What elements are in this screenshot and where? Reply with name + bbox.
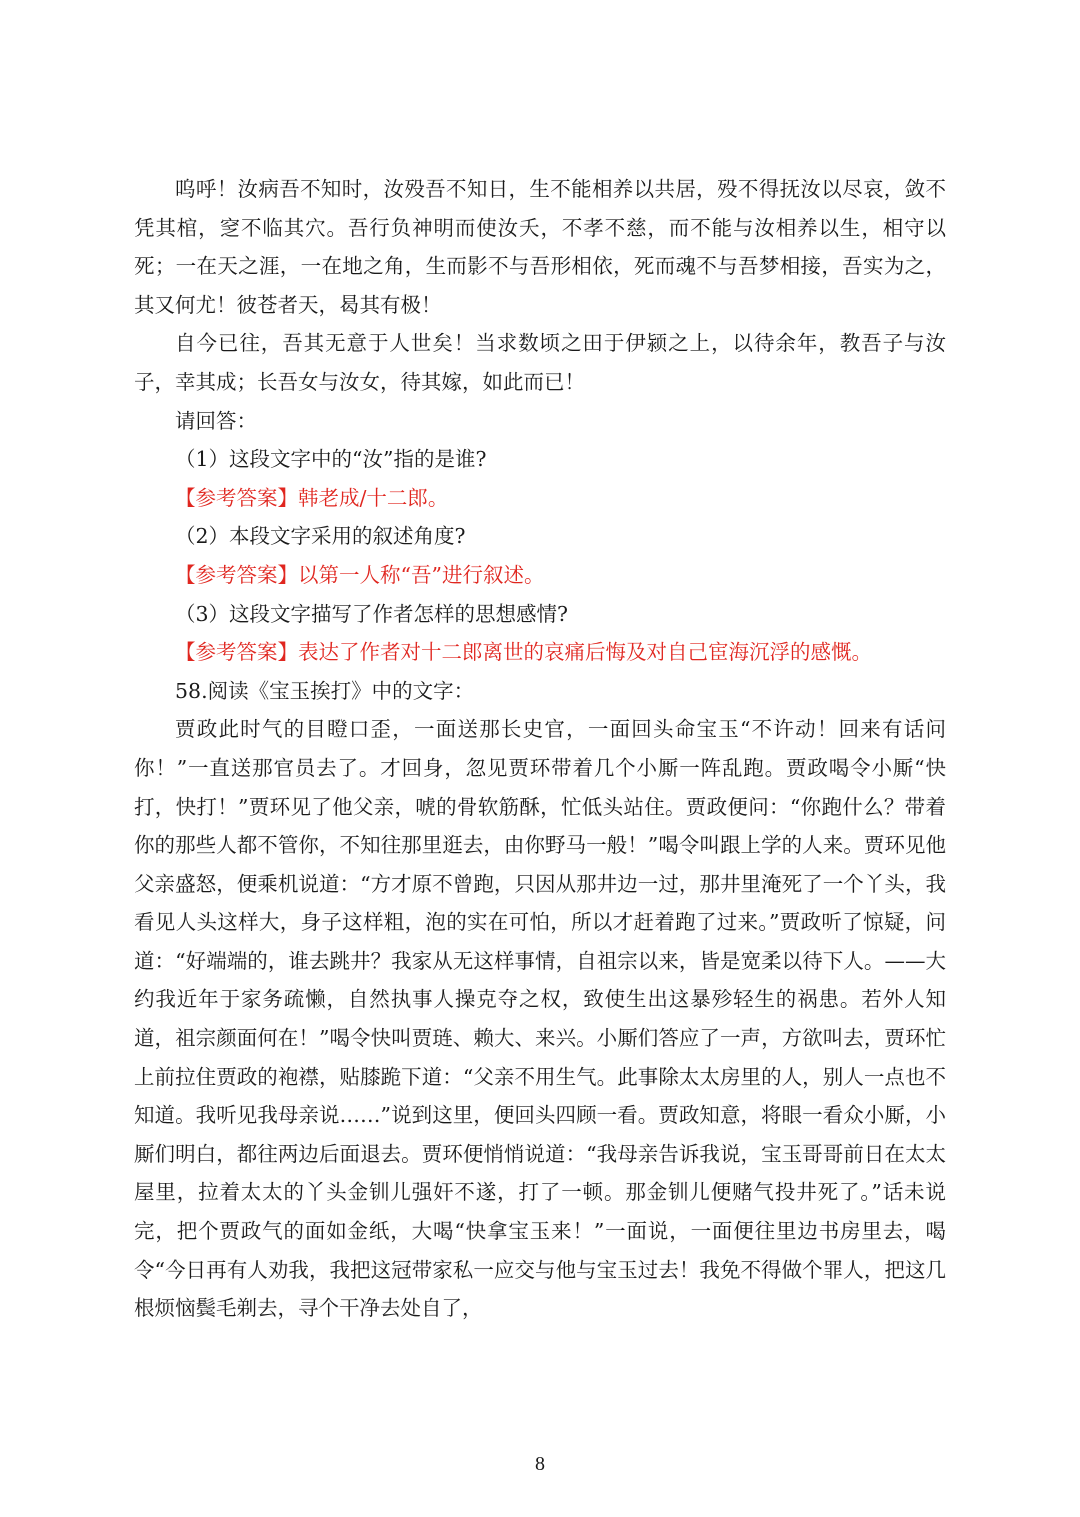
answer-1: 【参考答案】韩老成/十二郎。 [175, 485, 449, 510]
page-number: 8 [535, 1453, 545, 1475]
section-heading-58: 58.阅读《宝玉挨打》中的文字： [175, 678, 475, 703]
question-2: （2）本段文字采用的叙述角度? [175, 524, 466, 549]
prompt-please-answer: 请回答： [175, 408, 257, 433]
answer-3: 【参考答案】表达了作者对十二郎离世的哀痛后悔及对自己宦海沉浮的感慨。 [175, 640, 872, 665]
question-3: （3）这段文字描写了作者怎样的思想感情? [175, 601, 569, 626]
paragraph-resolution: 自今已往，吾其无意于人世矣！当求数顷之田于伊颍之上，以待余年，教吾子与汝子，幸其成；长吾女与汝女，待其嫁，如此而已！ [134, 331, 946, 394]
paragraph-lament: 呜呼！汝病吾不知时，汝殁吾不知日，生不能相养以共居，殁不得抚汝以尽哀，敛不凭其棺，窆不临其穴。吾行负神明而使汝夭，不孝不慈，而不能与汝相养以生，相守以死；一在天之涯，一在地之角，生而影不与吾形相依，死而魂不与吾梦相接，吾实为之，其又何尤！彼苍者天，曷其有极！ [134, 177, 946, 317]
answer-2: 【参考答案】以第一人称“吾”进行叙述。 [175, 562, 545, 587]
question-1: （1）这段文字中的“汝”指的是谁? [175, 447, 487, 472]
document-body [134, 170, 946, 1328]
paragraph-baoyu-beaten: 贾政此时气的目瞪口歪，一面送那长史官，一面回头命宝玉“不许动！回来有话问你！”一直送那官员去了。才回身，忽见贾环带着几个小厮一阵乱跑。贾政喝令小厮“快打，快打！”贾环见了他父亲，唬的骨软筋酥，忙低头站住。贾政便问：“你跑什么？带着你的那些人都不管你，不知往那里逛去，由你野马一般！”喝令叫跟上学的人来。贾环见他父亲盛怒，便乘机说道：“方才原不曾跑，只因从那井边一过，那井里淹死了一个丫头，我看见人头这样大，身子这样粗，泡的实在可怕，所以才赶着跑了过来。”贾政听了惊疑，问道：“好端端的，谁去跳井？我家从无这样事情，自祖宗以来，皆是宽柔以待下人。——大约我近年于家务疏懒，自然执事人操克夺之权，致使生出这暴殄轻生的祸患。若外人知道，祖宗颜面何在！”喝令快叫贾琏、赖大、来兴。小厮们答应了一声，方欲叫去，贾环忙上前拉住贾政的袍襟，贴膝跪下道：“父亲不用生气。此事除太太房里的人，别人一点也不知道。我听见我母亲说……”说到这里，便回头四顾一看。贾政知意，将眼一看众小厮，小厮们明白，都往两边后面退去。贾环便悄悄说道：“我母亲告诉我说，宝玉哥哥前日在太太屋里，拉着太太的丫头金钏儿强奸不遂，打了一顿。那金钏儿便赌气投井死了。”话未说完，把个贾政气的面如金纸，大喝“快拿宝玉来！”一面说，一面便往里边书房里去，喝令“今日再有人劝我，我把这冠带家私一应交与他与宝玉过去！我免不得做个罪人，把这几根烦恼鬓毛剃去，寻个干净去处自了， [134, 717, 946, 1321]
